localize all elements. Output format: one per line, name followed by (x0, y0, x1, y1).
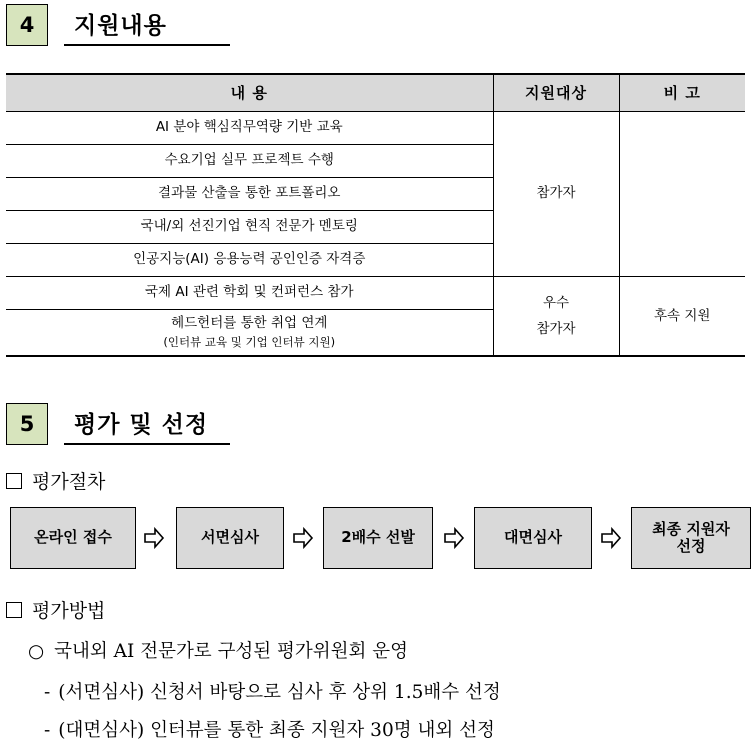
section-title: 지원내용 (74, 13, 167, 39)
table-row (6, 111, 745, 144)
method-bullet-text: 국내외 AI 전문가로 구성된 평가위원회 운영 (54, 641, 409, 662)
flow-step: 서면심사 (176, 507, 284, 569)
procedure-heading-text: 평가절차 (32, 471, 106, 493)
target-cell: 참가자 (493, 111, 619, 276)
target-line-2: 참가자 (536, 320, 576, 337)
method-sub-text: (서면심사) 신청서 바탕으로 심사 후 상위 1.5배수 선정 (58, 682, 501, 703)
note-cell-empty (619, 111, 745, 276)
flow-step-line: 최종 지원자 (652, 519, 730, 538)
method-heading-text: 평가방법 (32, 600, 106, 622)
content-cell (6, 309, 493, 356)
flow-step: 대면심사 (474, 507, 592, 569)
content-cell: 국제 AI 관련 학회 및 컨퍼런스 참가 (6, 276, 493, 309)
header-note: 비 고 (619, 74, 745, 111)
dash-marker: - (44, 720, 51, 741)
procedure-heading (6, 467, 105, 494)
content-note: (인터뷰 교육 및 기업 인터뷰 지원) (163, 334, 336, 349)
method-sub-text: (대면심사) 인터뷰를 통한 최종 지원자 30명 내외 선정 (58, 720, 495, 741)
checkbox-icon (6, 602, 22, 618)
section-title: 평가 및 선정 (74, 412, 209, 438)
flow-step-final (631, 507, 751, 569)
content-cell: 수요기업 실무 프로젝트 수행 (6, 144, 493, 177)
arrow-right-icon (292, 527, 314, 549)
method-bullet (28, 637, 408, 663)
target-cell (493, 276, 619, 356)
method-heading (6, 596, 105, 623)
checkbox-icon (6, 473, 22, 489)
arrow-right-icon (600, 527, 622, 549)
content-cell: 결과물 산출을 통한 포트폴리오 (6, 177, 493, 210)
section-number: 4 (6, 4, 48, 46)
table-row (6, 276, 745, 309)
circle-bullet-icon: ○ (28, 641, 45, 662)
arrow-right-icon (143, 527, 165, 549)
section-number: 5 (6, 403, 48, 445)
arrow-right-icon (443, 527, 465, 549)
flow-step: 2배수 선발 (323, 507, 433, 569)
content-cell: AI 분야 핵심직무역량 기반 교육 (6, 111, 493, 144)
section-underline (64, 44, 230, 46)
flow-step-line: 선정 (676, 537, 706, 555)
flow-step: 온라인 접수 (10, 507, 136, 569)
method-sub-item (44, 716, 495, 742)
header-content: 내 용 (6, 74, 493, 111)
content-cell: 국내/외 선진기업 현직 전문가 멘토링 (6, 210, 493, 243)
procedure-flow (0, 507, 756, 569)
method-sub-item (44, 678, 501, 704)
header-target: 지원대상 (493, 74, 619, 111)
target-line-1: 우수 (542, 294, 570, 311)
dash-marker: - (44, 682, 51, 703)
section-5-header (6, 403, 230, 445)
support-content-table (6, 73, 745, 357)
section-underline (64, 443, 230, 445)
section-4-header (6, 4, 230, 46)
note-cell: 후속 지원 (619, 276, 745, 356)
content-cell: 인공지능(AI) 응용능력 공인인증 자격증 (6, 243, 493, 276)
content-main: 헤드헌터를 통한 취업 연계 (171, 315, 328, 332)
